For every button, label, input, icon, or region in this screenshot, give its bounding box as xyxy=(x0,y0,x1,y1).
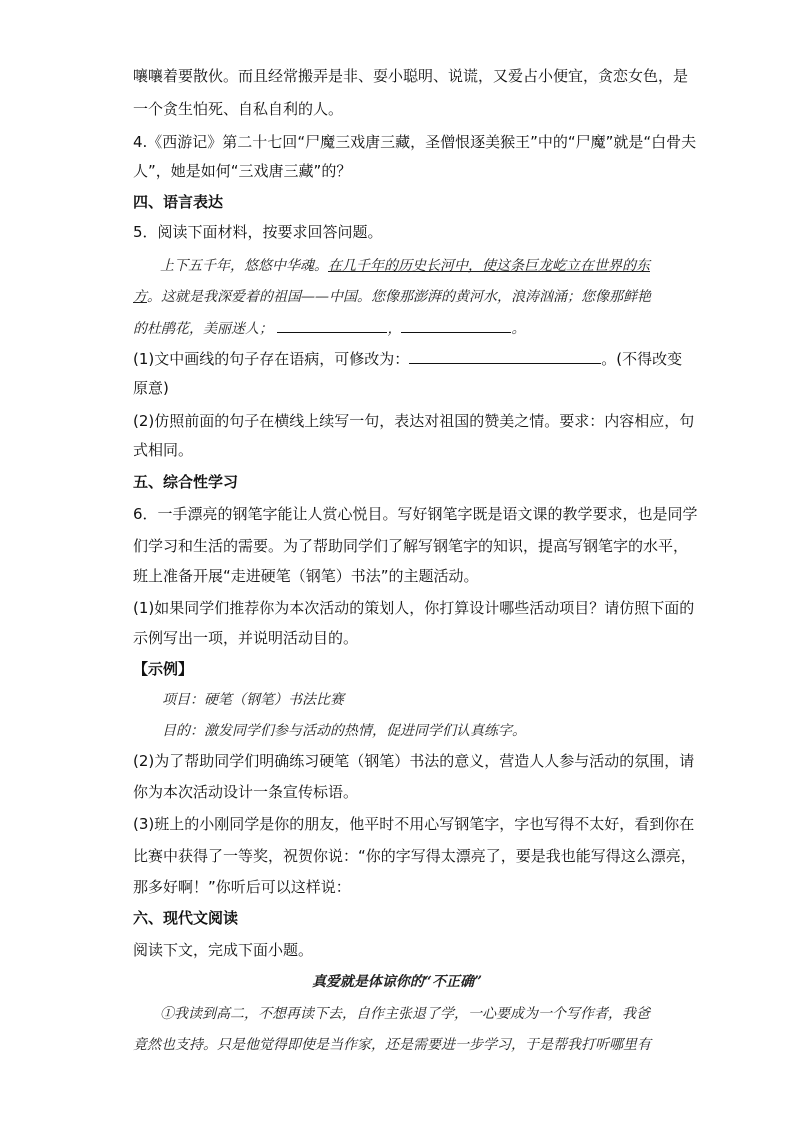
underlined-sentence: 方 xyxy=(133,289,147,305)
material-text: 上下五千年，悠悠中华魂。 xyxy=(160,258,328,274)
section-heading-6: 六、现代文阅读 xyxy=(133,909,239,927)
question-4: 4.《西游记》第二十七回“尸魔三戏唐三藏，圣僧恨逐美猴王”中的“尸魔”就是“白骨夫 xyxy=(133,133,697,151)
material-line xyxy=(133,287,651,307)
example-goal: 目的：激发同学们参与活动的热情，促进同学们认真练字。 xyxy=(162,723,526,739)
material-line xyxy=(133,318,525,339)
article-title: 真爱就是体谅你的“不正确” xyxy=(311,974,483,990)
answer-blank[interactable] xyxy=(409,349,601,364)
example-label: 【示例】 xyxy=(133,660,194,678)
article-paragraph: 竟然也支持。只是他觉得即使是当作家，还是需要进一步学习，于是帮我打听哪里有 xyxy=(133,1037,651,1053)
underlined-sentence: 在几千年的历史长河中，使这条巨龙屹立在世界的东 xyxy=(328,258,650,274)
material-text: 。 xyxy=(511,321,526,337)
text-line: 比赛中获得了一等奖，祝贺你说：“你的字写得太漂亮了，要是我也能写得这么漂亮， xyxy=(133,847,696,865)
material-text: 。这就是我深爱着的祖国——中国。您像那澎湃的黄河水，浪涛汹涌；您像那鲜艳 xyxy=(147,289,651,305)
sub-question-6-1: (1)如果同学们推荐你为本次活动的策划人，你打算设计哪些活动项目？请仿照下面的 xyxy=(133,599,695,617)
section-heading-4: 四、语言表达 xyxy=(133,193,224,211)
answer-blank[interactable] xyxy=(277,318,387,333)
text-line: 嚷嚷着要散伙。而且经常搬弄是非、耍小聪明、说谎，又爱占小便宜，贪恋女色，是 xyxy=(133,67,689,85)
section-heading-5: 五、综合性学习 xyxy=(133,473,239,491)
reading-instruction: 阅读下文，完成下面小题。 xyxy=(133,941,314,959)
text-line: 们学习和生活的需要。为了帮助同学们了解写钢笔字的知识，提高写钢笔字的水平， xyxy=(133,537,689,555)
question-text: (1)文中画线的句子存在语病，可修改为： xyxy=(133,350,410,368)
material-text: ， xyxy=(387,321,402,337)
sub-question-6-3: (3)班上的小刚同学是你的朋友，他平时不用心写钢笔字，字也写得不太好，看到你在 xyxy=(133,815,695,833)
answer-blank[interactable] xyxy=(401,318,511,333)
sub-question-5-1 xyxy=(133,349,682,369)
sub-question-6-2: (2)为了帮助同学们明确练习硬笔（钢笔）书法的意义，营造人人参与活动的氛围，请 xyxy=(133,752,695,770)
sub-question-5-2: (2)仿照前面的句子在横线上续写一句，表达对祖国的赞美之情。要求：内容相应，句 xyxy=(133,412,695,430)
text-line: 一个贪生怕死、自私自利的人。 xyxy=(133,100,344,118)
text-line: 你为本次活动设计一条宣传标语。 xyxy=(133,783,359,801)
question-6: 6．一手漂亮的钢笔字能让人赏心悦目。写好钢笔字既是语文课的教学要求，也是同学 xyxy=(133,505,698,523)
article-paragraph: ①我读到高二，不想再读下去，自作主张退了学，一心要成为一个写作者，我爸 xyxy=(160,1006,650,1022)
text-line: 人”，她是如何“三戏唐三藏”的？ xyxy=(133,162,352,180)
material-text: 的杜鹃花，美丽迷人； xyxy=(133,321,273,337)
example-item: 项目：硬笔（钢笔）书法比赛 xyxy=(162,692,344,708)
question-text: 。(不得改变 xyxy=(601,350,683,368)
text-line: 那多好啊！”你听后可以这样说： xyxy=(133,878,351,896)
text-line: 式相同。 xyxy=(133,441,194,459)
question-5: 5．阅读下面材料，按要求回答问题。 xyxy=(133,223,383,241)
text-line: 示例写出一项，并说明活动目的。 xyxy=(133,629,359,647)
text-line: 班上准备开展“走进硬笔（钢笔）书法”的主题活动。 xyxy=(133,567,479,585)
material-line xyxy=(160,256,650,276)
text-line: 原意) xyxy=(133,379,169,397)
